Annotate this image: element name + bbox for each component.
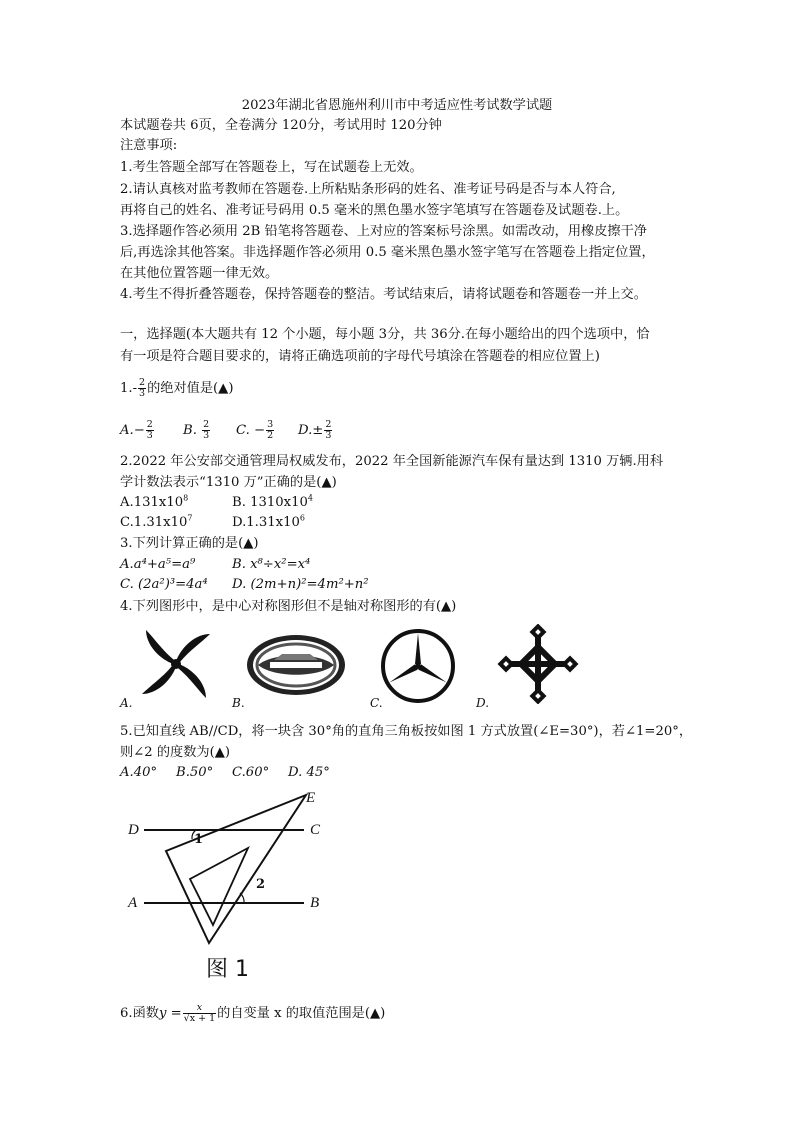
q2-option-b: B. $1310x10^4$: [232, 493, 313, 510]
figure-1-parallel-lines: [120, 785, 340, 960]
figure-caption: 图 1: [206, 957, 249, 982]
fraction: $\frac{x}{√x + 1}$: [183, 1002, 216, 1024]
question-5: 5.已知直线 AB//CD，将一块含 30°角的直角三角板按如图 1 方式放置(∠E=30°)，若∠1=20°，: [120, 724, 693, 739]
q1-option-d: D.± $\frac{2}{3}$: [298, 419, 332, 441]
q2-option-c: $C.1.31x10^7$: [120, 513, 193, 530]
figure-c-label: C.: [370, 696, 383, 710]
question-5-cont: 则∠2 的度数为(▲): [120, 745, 231, 760]
exam-title: 2023年湖北省恩施州利川市中考适应性考试数学试题: [241, 98, 553, 113]
question-1: [120, 378, 233, 399]
question-6: 6.函数y = $\frac{x}{√x + 1}$ 的自变量 x 的取值范围是(▲): [120, 1002, 386, 1024]
q5-option-c: C.60°: [232, 765, 270, 780]
q2-option-d: $D.1.31x10^6$: [232, 513, 305, 530]
point-b-label: B: [310, 895, 320, 911]
point-d-label: D: [128, 822, 139, 838]
q3-option-c: C. (2a²)³=4a⁴: [120, 577, 208, 592]
q3-option-a: A.a⁴+a⁵=a⁹: [120, 557, 196, 572]
point-a-label: A: [128, 895, 138, 911]
q1-option-a: A.− $\frac{2}{3}$: [120, 419, 153, 441]
q2-option-a: $A.131x10^8$: [120, 493, 189, 510]
point-e-label: E: [306, 790, 316, 806]
notice-line: 1.考生答题全部写在答题卷上，写在试题卷上无效。: [120, 160, 423, 175]
notice-line: 3.选择题作答必须用 2B 铅笔将答题卷、上对应的答案标号涂黑。如需改动，用橡皮擦干净: [120, 224, 647, 239]
q5-option-d: D. 45°: [288, 765, 330, 780]
figure-d-ornament: [494, 624, 582, 704]
q1-suffix: 的绝对值是(▲): [147, 381, 234, 396]
q5-option-a: A.40°: [120, 765, 158, 780]
figure-b-label: B.: [232, 696, 245, 710]
angle-2-label: 2: [256, 877, 266, 892]
notice-heading: 注意事项:: [120, 138, 178, 153]
notice-line: 再将自己的姓名、准考证号码用 0.5 毫米的黑色墨水签字笔填写在答题卷及试题卷.上。: [120, 203, 629, 218]
question-2-cont: 学计数法表示“1310 万”正确的是(▲): [120, 475, 337, 490]
q5-option-b: B.50°: [176, 765, 214, 780]
figure-a-pinwheel: [134, 628, 218, 700]
figure-d-label: D.: [476, 696, 490, 710]
angle-1-label: 1: [194, 832, 204, 847]
figure-a-label: A.: [120, 696, 133, 710]
notice-line: 后,再选涂其他答案。非选择题作答必须用 0.5 毫米黑色墨水签字笔写在答题卷上指定位置，: [120, 245, 655, 260]
q1-option-b: B. $\frac{2}{3}$: [183, 419, 210, 441]
figure-b-emblem: [244, 632, 348, 698]
notice-line: 4.考生不得折叠答题卷，保持答题卷的整洁。考试结束后，请将试题卷和答题卷一并上交。: [120, 287, 647, 302]
figure-c-star-circle: [378, 628, 458, 704]
section-heading: 有一项是符合题目要求的，请将正确选项前的字母代号填涂在答题卷的相应位置上): [120, 349, 600, 364]
notice-line: 2.请认真核对监考教师在答题卷.上所粘贴条形码的姓名、准考证号码是否与本人符合,: [120, 182, 616, 197]
point-c-label: C: [310, 822, 321, 838]
section-heading: 一，选择题(本大题共有 12 个小题，每小题 3分，共 36分.在每小题给出的四个选项中，恰: [120, 327, 650, 342]
notice-line: 在其他位置答题一律无效。: [120, 266, 279, 281]
question-3: 3.下列计算正确的是(▲): [120, 536, 259, 551]
q3-option-b: B. x⁸÷x²=x⁴: [232, 557, 311, 572]
q3-option-d: D. (2m+n)²=4m²+n²: [232, 577, 369, 592]
fraction: $\frac{2}{3}$: [139, 377, 146, 399]
intro-text: 本试题卷共 6页，全卷满分 120分，考试用时 120分钟: [120, 118, 442, 133]
question-2: 2.2022 年公安部交通管理局权威发布，2022 年全国新能源汽车保有量达到 1310 万辆.用科: [120, 454, 664, 469]
question-4: 4.下列图形中，是中心对称图形但不是轴对称图形的有(▲): [120, 599, 457, 614]
q1-option-c: C. − $\frac{3}{2}$: [236, 419, 274, 441]
q1-prefix: 1.-: [120, 381, 138, 396]
